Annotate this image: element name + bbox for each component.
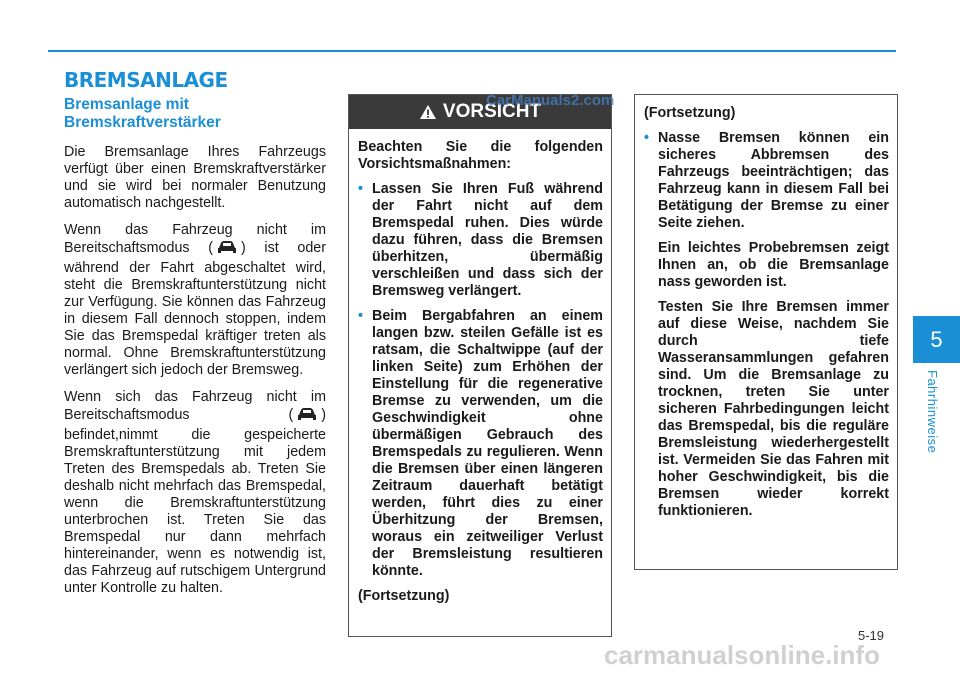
continuation-box [634, 94, 898, 570]
paragraph-2 [64, 222, 326, 379]
paragraph-3 [64, 389, 326, 597]
continuation-paragraph-2: Testen Sie Ihre Bremsen immer auf diese Weise, nachdem Sie durch tiefe Wasseransammlungen gefahren sind. Um die Bremsanlage zu trocknen, treten Sie unter sicheren Fahrbedingungen leicht das Bremspedal, bis die reguläre Bremsleistung wiederhergestellt ist. Vermeiden Sie das Fahren mit hoher Geschwindigkeit, bis die Bremsen wieder korrekt funktionieren. [658, 299, 889, 519]
left-column [64, 96, 326, 607]
subheading: Bremsanlage mit Bremskraftverstärker [64, 96, 221, 131]
chapter-label: Fahrhinweise [925, 370, 940, 454]
paragraph-2-start: Wenn das Fahrzeug nicht im Bereitschaftsmodus ( [64, 222, 326, 256]
warning-bullet: • Beim Bergabfahren an einem langen bzw. steilen Gefälle ist es ratsam, die Schaltwippe (auf der linken Seite) zum Erhöhen der Einstellung für die regenerative Bremse zu verwenden, um die Geschwindigkeit ohne übermäßigen Gebrauch des Bremspedals zu regulieren. Wenn die Bremsen über einen längeren Zeitraum dauerhaft betätigt werden, führt dies zu einer Überhitzung der Bremsen, woraus ein zeitweiliger Verlust der Bremsleistung resultieren könnte. [358, 308, 603, 580]
continuation-body [635, 95, 897, 520]
watermark-top: CarManuals2.com [486, 92, 615, 109]
chapter-tab: 5 [913, 316, 960, 363]
paragraph-3-start: Wenn sich das Fahrzeug nicht im Bereitschaftsmodus ( [64, 389, 326, 423]
continuation-header: (Fortsetzung) [644, 105, 736, 121]
continuation-bullet: • Nasse Bremsen können ein sicheres Abbremsen des Fahrzeugs beeinträchtigen; das Fahrzeug kann in diesem Fall bei Betätigung der Bremse zu einer Seite ziehen. [644, 130, 889, 232]
page-number: 5-19 [858, 628, 885, 643]
car-ready-icon [216, 239, 238, 260]
paragraph-3-end: ) befindet,nimmt die gespeicherte Bremskraftunterstützung mit jedem Treten des Bremspedals ab. Treten Sie deshalb nicht mehrfach das Bremspedal, wenn die Bremskraftunterstützung unterbrochen ist. Treten Sie das Bremspedal nur dann mehrfach hintereinander, wenn es notwendig ist, das Fahrzeug auf rutschigem Untergrund unter Kontrolle zu halten. [64, 407, 326, 596]
watermark-bottom: carmanualsonline.info [604, 640, 880, 670]
warning-box [348, 92, 615, 637]
paragraph-1: Die Bremsanlage Ihres Fahrzeugs verfügt über einen Bremskraftverstärker und sie wird bei normaler Benutzung automatisch nachgestellt. [64, 144, 326, 211]
top-rule [48, 50, 896, 52]
warning-intro: Beachten Sie die folgenden Vorsichtsmaßnahmen: [358, 139, 603, 172]
car-ready-icon [296, 406, 318, 427]
warning-triangle-icon [419, 104, 437, 120]
continuation-paragraph-1: Ein leichtes Probebremsen zeigt Ihnen an, ob die Bremsanlage nass geworden ist. [658, 240, 889, 290]
paragraph-2-end: ) ist oder während der Fahrt abgeschaltet wird, steht die Bremskraftunterstützung nicht zur Verfügung. Sie können das Fahrzeug in diesem Fall dennoch stoppen, indem Sie das Bremspedal kräftiger treten als normal. Ohne Bremskraftunterstützung verlängert sich jedoch der Bremsweg. [64, 240, 326, 378]
warning-bullet: • Lassen Sie Ihren Fuß während der Fahrt nicht auf dem Bremspedal ruhen. Dies würde dazu führen, dass die Bremsen überhitzen, übermäßig verschleißen und dass sich der Bremsweg verlängert. [358, 181, 603, 300]
section-title: BREMSANLAGE [64, 68, 228, 92]
continued-note: (Fortsetzung) [358, 588, 450, 604]
warning-body [349, 129, 611, 605]
warning-title: VORSICHT [442, 101, 542, 122]
